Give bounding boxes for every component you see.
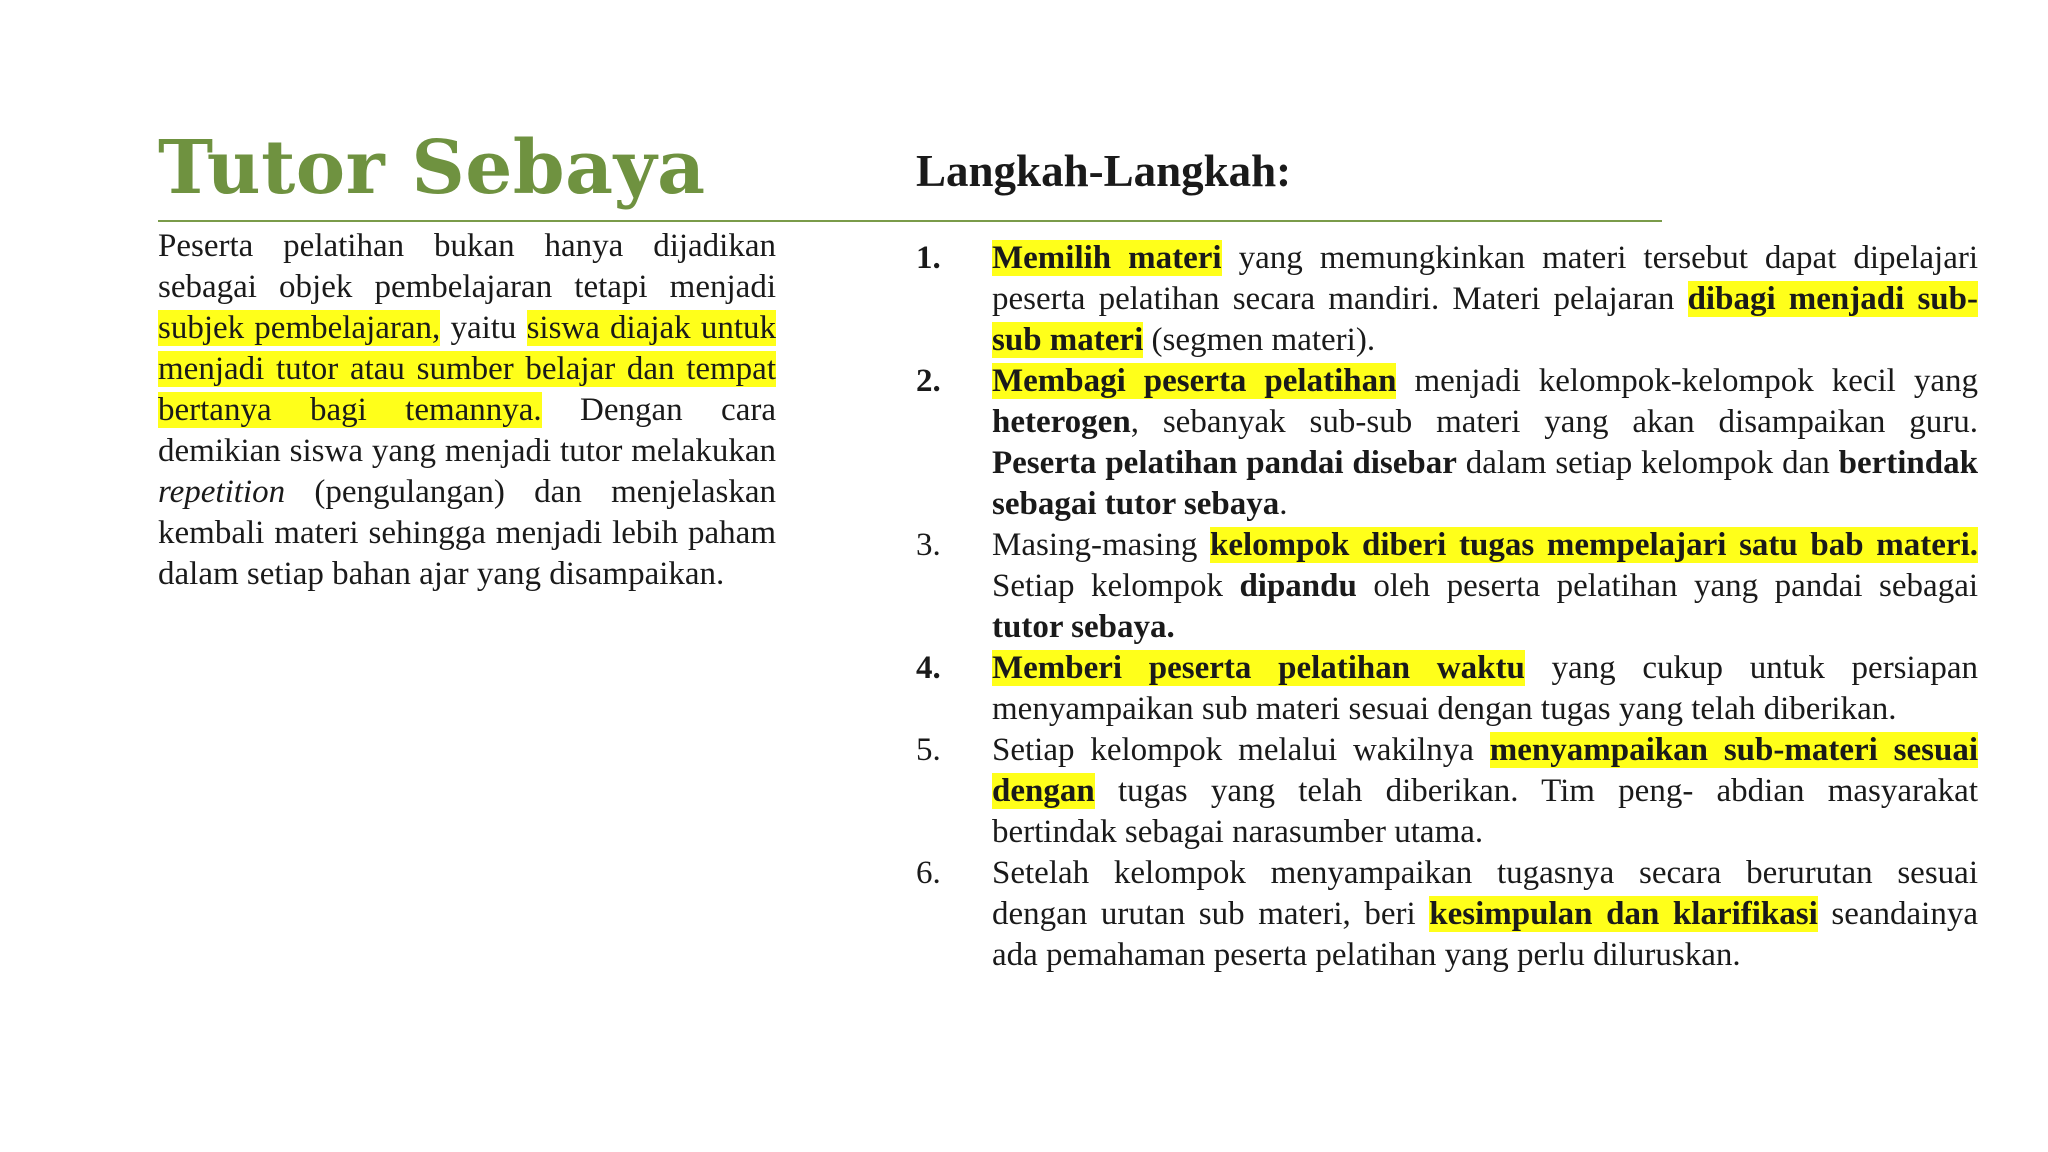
step-number-6: 6. — [916, 855, 941, 891]
step-item-4 — [916, 648, 1978, 730]
step-3-text-2: Setiap kelompok — [992, 568, 1240, 604]
step-4-text-1: yang cukup untuk persiapan menyampaikan sub materi sesuai dengan tugas yang telah diberikan. — [992, 650, 1978, 727]
step-1-highlight-2: dibagi menjadi sub-sub materi — [992, 281, 1978, 358]
step-2-highlight-1: Membagi peserta pelatihan — [992, 363, 1397, 399]
step-item-2 — [916, 361, 1978, 525]
step-item-1 — [916, 238, 1978, 361]
step-2-text-3: dalam setiap kelompok dan — [1456, 445, 1839, 481]
step-1-text-2: (segmen materi). — [1143, 322, 1376, 358]
step-number-5: 5. — [916, 732, 941, 768]
step-1-highlight-1: Memilih materi — [992, 240, 1222, 276]
step-item-5 — [916, 730, 1978, 853]
step-1-text-1: yang memungkinkan materi tersebut dapat dipelajari peserta pelatihan secara mandiri. Materi pelajaran — [992, 240, 1978, 317]
step-2-bold-2: Peserta pelatihan pandai disebar — [992, 445, 1457, 481]
intro-text-2: yaitu — [440, 310, 527, 346]
step-number-4: 4. — [916, 650, 941, 686]
step-number-3: 3. — [916, 527, 941, 563]
intro-text-3: Dengan cara demikian siswa yang menjadi tutor melakukan — [158, 392, 776, 469]
step-number-2: 2. — [916, 363, 941, 399]
step-2-text-2: , sebanyak sub-sub materi yang akan disampaikan guru. — [1130, 404, 1978, 440]
steps-heading: Langkah-Langkah: — [916, 146, 1292, 196]
step-2-bold-3: bertindak sebagai tutor sebaya — [992, 445, 1978, 522]
step-item-3 — [916, 525, 1978, 648]
intro-highlight-1: subjek pembelajaran, — [158, 310, 441, 346]
step-6-highlight-1: kesimpulan dan klarifikasi — [1429, 896, 1818, 932]
steps-list — [916, 238, 1978, 976]
intro-text-1: Peserta pelatihan bukan hanya dijadikan sebagai objek pembelajaran tetapi menjadi — [158, 228, 776, 305]
step-3-bold-1: dipandu — [1239, 568, 1357, 604]
step-2-text-1: menjadi kelompok-kelompok kecil yang — [1396, 363, 1978, 399]
step-6-text-1: Setelah kelompok menyampaikan tugasnya secara berurutan sesuai dengan urutan sub materi, beri — [992, 855, 1978, 932]
slide-title: Tutor Sebaya — [158, 125, 706, 211]
step-5-text-1: Setiap kelompok melalui wakilnya — [992, 732, 1490, 768]
step-5-highlight-1: menyampaikan sub-materi sesuai dengan — [992, 732, 1978, 809]
step-2-text-4: . — [1279, 486, 1288, 522]
step-6-text-2: seandainya ada pemahaman peserta pelatihan yang perlu diluruskan. — [992, 896, 1978, 973]
step-3-bold-2: tutor sebaya. — [992, 609, 1175, 645]
intro-paragraph — [158, 226, 776, 595]
step-2-bold-1: heterogen — [992, 404, 1131, 440]
title-divider — [158, 220, 1662, 222]
intro-italic-term: repetition — [158, 474, 286, 510]
step-4-highlight-1: Memberi peserta pelatihan waktu — [992, 650, 1525, 686]
step-3-highlight-1: kelompok diberi tugas mempelajari satu bab materi. — [1209, 527, 1978, 563]
intro-text-4: (pengulangan) dan menjelaskan kembali materi sehingga menjadi lebih paham dalam setiap bahan ajar yang disampaikan. — [158, 474, 776, 592]
step-3-text-3: oleh peserta pelatihan yang pandai sebagai — [1356, 568, 1979, 604]
step-number-1: 1. — [916, 240, 941, 276]
step-5-text-2: tugas yang telah diberikan. Tim peng- abdian masyarakat bertindak sebagai narasumber utama. — [992, 773, 1978, 850]
step-3-text-1: Masing-masing — [992, 527, 1210, 563]
intro-highlight-2: siswa diajak untuk menjadi tutor atau sumber belajar dan tempat bertanya bagi temannya. — [158, 310, 777, 428]
step-item-6 — [916, 853, 1978, 976]
